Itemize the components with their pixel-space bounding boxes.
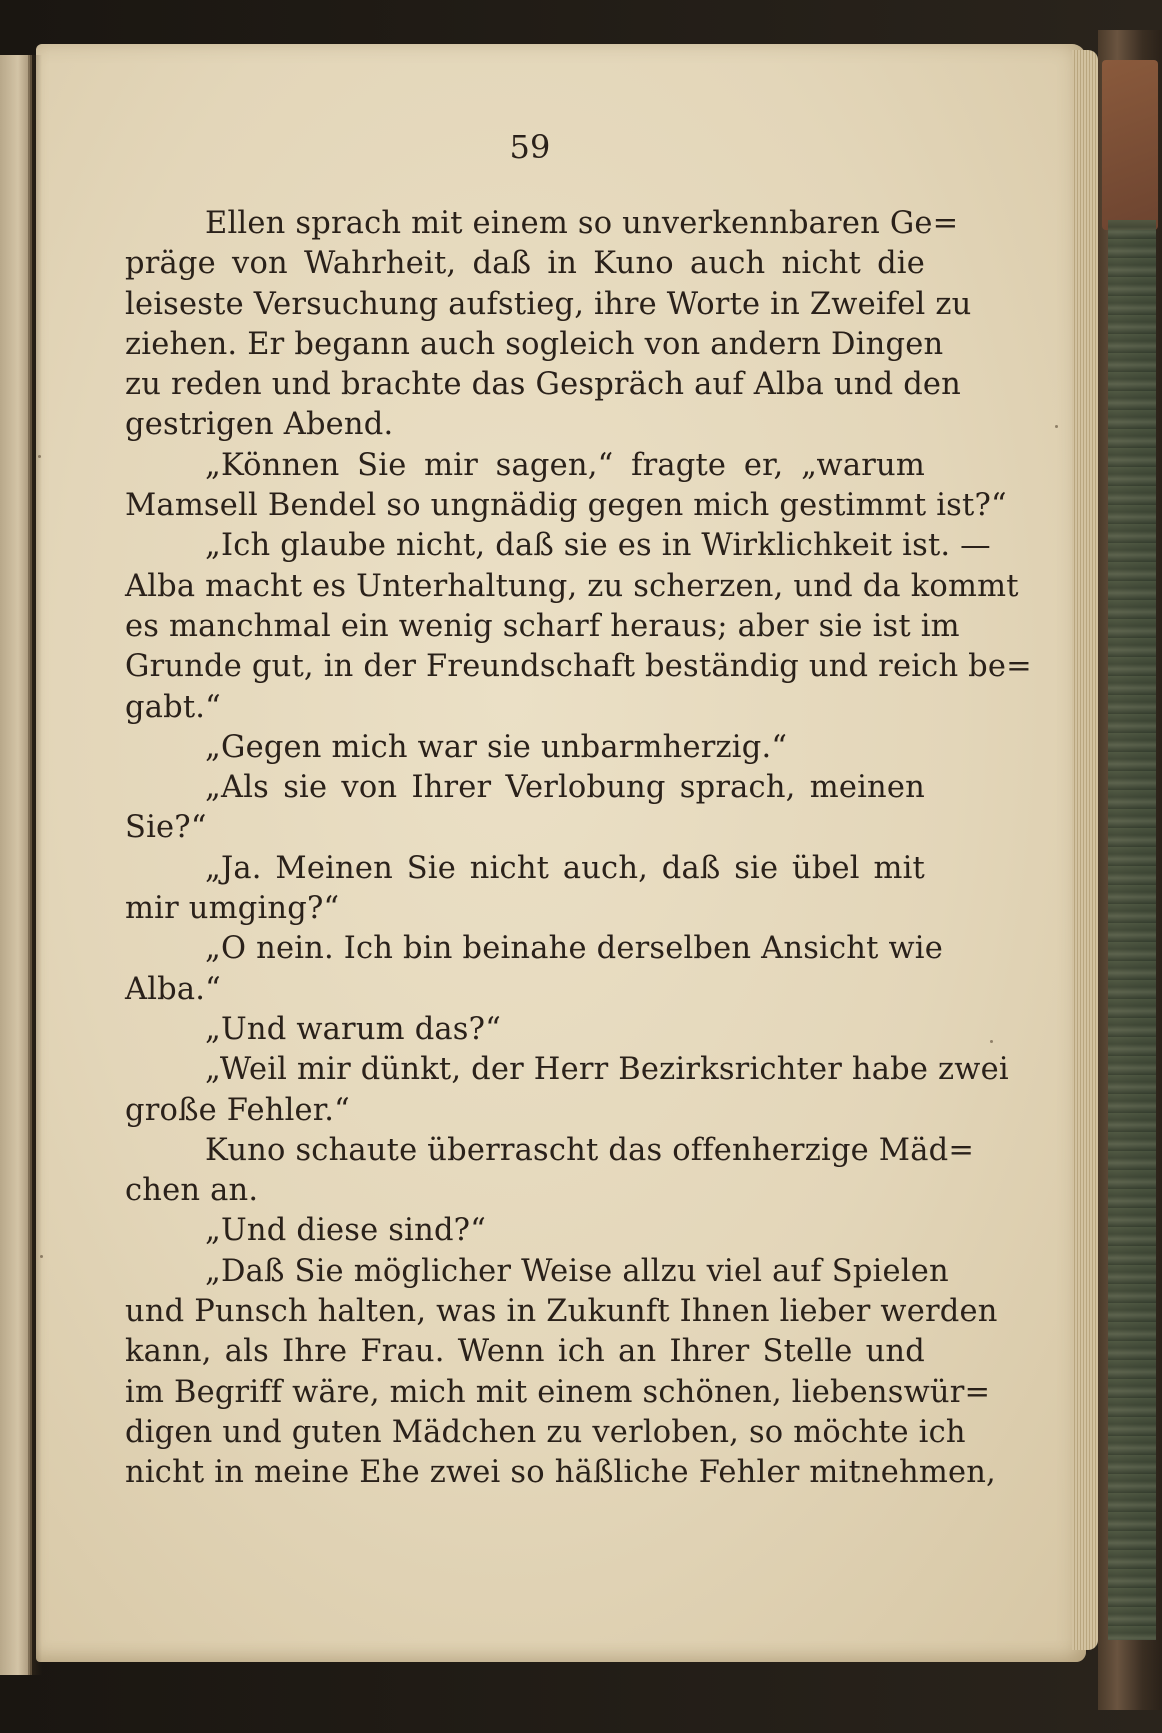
paper-speck: [1055, 425, 1058, 428]
page-number: 59: [509, 128, 551, 166]
text-line: „Können Sie mir sagen,“ fragte er, „warum: [205, 447, 925, 483]
text-line: Mamsell Bendel so ungnädig gegen mich gestimmt ist?“: [125, 488, 1007, 524]
text-line: präge von Wahrheit, daß in Kuno auch nicht die: [125, 246, 925, 282]
text-line: „Ich glaube nicht, daß sie es in Wirklichkeit ist. —: [205, 528, 991, 564]
cover-marbled-paper: [1108, 220, 1156, 1640]
text-line: im Begriff wäre, mich mit einem schönen, liebenswür=: [125, 1374, 991, 1410]
text-line: ziehen. Er begann auch sogleich von andern Dingen: [125, 326, 944, 362]
text-line: „Ja. Meinen Sie nicht auch, daß sie übel mit: [205, 850, 925, 886]
text-line: nicht in meine Ehe zwei so häßliche Fehler mitnehmen,: [125, 1455, 996, 1491]
text-line: mir umging?“: [125, 891, 340, 927]
text-line: Ellen sprach mit einem so unverkennbaren Ge=: [205, 206, 959, 241]
text-line: es manchmal ein wenig scharf heraus; aber sie ist im: [125, 608, 960, 644]
text-line: Alba macht es Unterhaltung, zu scherzen, und da kommt: [125, 568, 1019, 604]
text-line: und Punsch halten, was in Zukunft Ihnen lieber werden: [125, 1294, 998, 1330]
page-text: [125, 118, 1032, 1494]
text-line: leiseste Versuchung aufstieg, ihre Worte in Zweifel zu: [125, 286, 972, 322]
text-line: gabt.“: [125, 689, 221, 725]
text-line: „Gegen mich war sie unbarmherzig.“: [205, 729, 788, 765]
text-line: digen und guten Mädchen zu verloben, so möchte ich: [125, 1414, 966, 1450]
paper-speck: [38, 455, 41, 458]
text-line: zu reden und brachte das Gespräch auf Alba und den: [125, 367, 962, 403]
text-line: „Und diese sind?“: [205, 1213, 487, 1249]
text-line: Kuno schaute überrascht das offenherzige Mäd=: [205, 1132, 975, 1168]
cover-corner-leather: [1102, 60, 1158, 230]
spine-shadow: [28, 55, 42, 1675]
text-line: Alba.“: [125, 971, 221, 1007]
text-line: „Und warum das?“: [205, 1011, 502, 1047]
text-line: chen an.: [125, 1173, 259, 1209]
paper-speck: [990, 1040, 993, 1043]
text-line: gestrigen Abend.: [125, 407, 394, 443]
paper-speck: [40, 1255, 43, 1258]
text-line: „Weil mir dünkt, der Herr Bezirksrichter habe zwei: [205, 1052, 1009, 1088]
text-line: Sie?“: [125, 810, 207, 846]
text-line: Grunde gut, in der Freundschaft beständig und reich be=: [125, 649, 1032, 685]
text-line: „Daß Sie möglicher Weise allzu viel auf Spielen: [205, 1253, 949, 1289]
text-line: kann, als Ihre Frau. Wenn ich an Ihrer Stelle und: [125, 1334, 925, 1370]
text-line: große Fehler.“: [125, 1092, 350, 1128]
text-line: „O nein. Ich bin beinahe derselben Ansicht wie: [205, 931, 943, 967]
text-line: „Als sie von Ihrer Verlobung sprach, meinen: [205, 770, 925, 806]
page-stack-edge: [1072, 50, 1098, 1650]
